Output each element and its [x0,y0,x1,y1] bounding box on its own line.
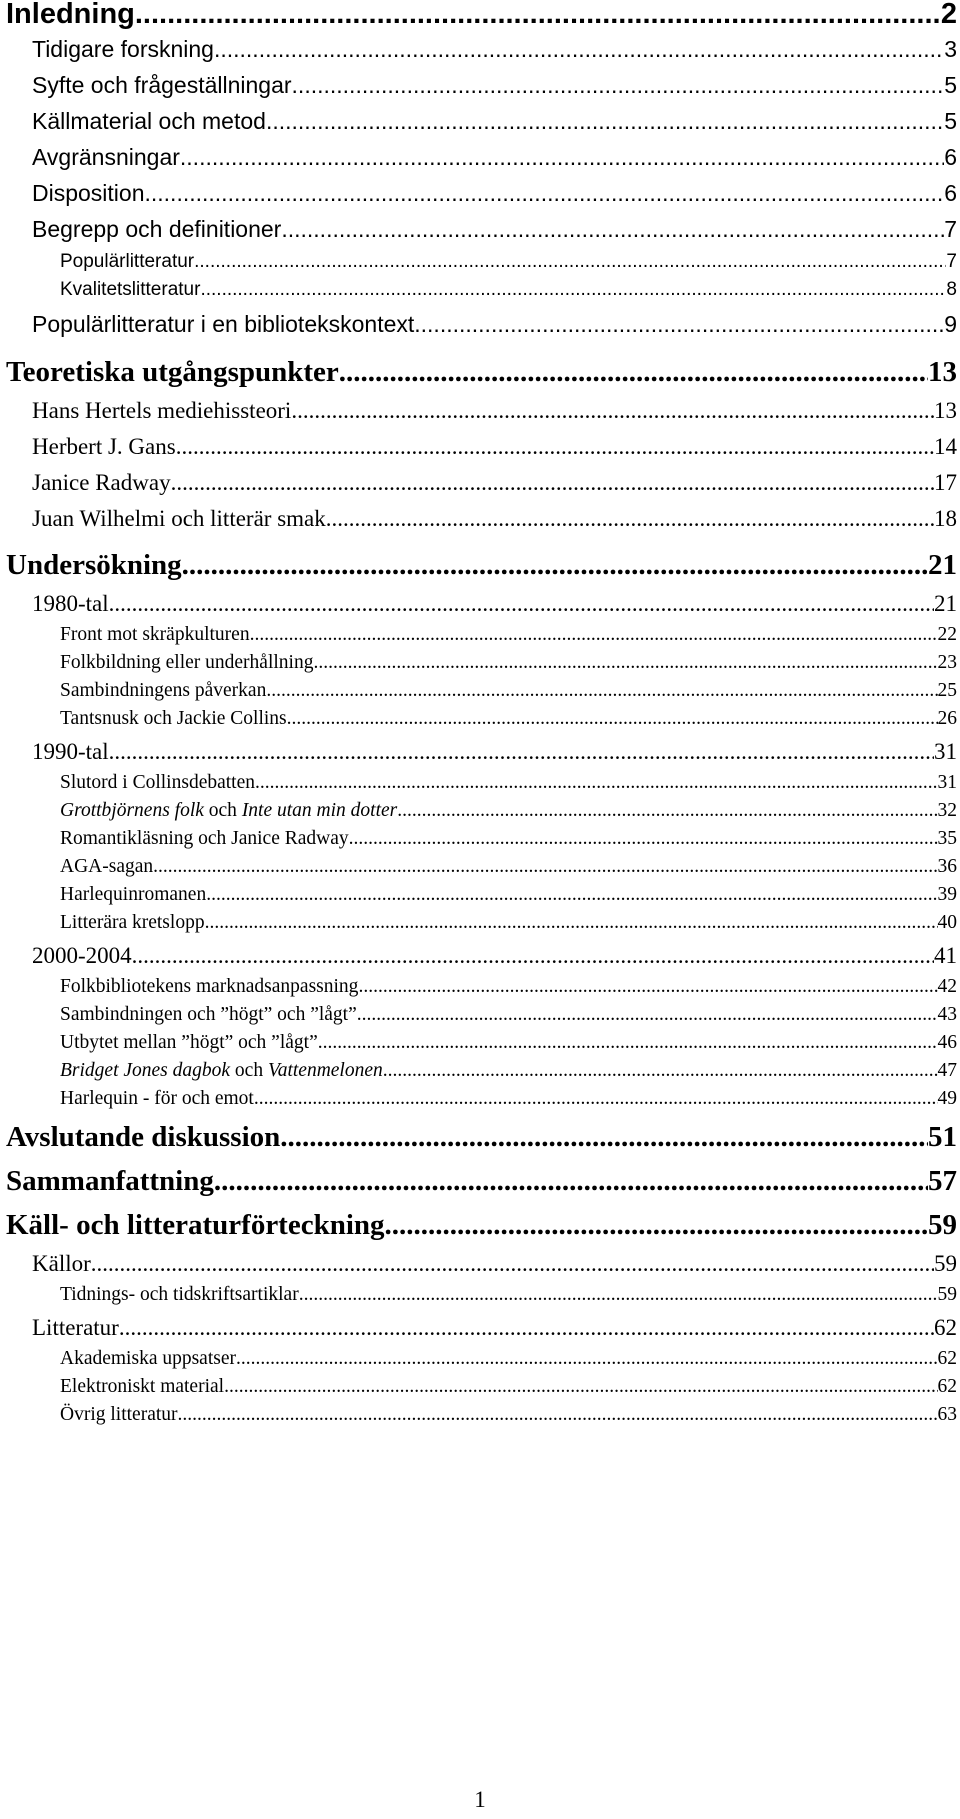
dot-leader [178,1405,938,1425]
dot-leader [119,1316,934,1339]
toc-entry[interactable] [60,885,957,905]
toc-entry-label: Hans Hertels mediehissteori [32,398,292,423]
toc-page-number: 59 [937,1284,957,1305]
toc-entry-label: Litterära kretslopp [60,912,205,933]
toc-entry-label: 2000-2004 [32,943,132,968]
toc-page-number: 62 [937,1376,957,1397]
toc-entry-label: Tidigare forskning [32,36,214,62]
book-title: Bridget Jones dagbok [60,1060,231,1081]
toc-entry-label: Harlequin - för och emot [60,1088,254,1109]
toc-entry-label: Populärlitteratur i en bibliotekskontext [32,311,415,337]
dot-leader [182,551,928,580]
toc-entry[interactable] [60,977,957,997]
dot-leader [287,709,938,729]
toc-entry-label: Sambindningen och ”högt” och ”lågt” [60,1004,357,1025]
toc-entry[interactable] [60,681,957,701]
toc-page-number: 5 [944,72,957,98]
toc-entry-label: Litteratur [32,1315,119,1340]
toc-page-number: 31 [934,739,957,764]
toc-entry-label: Källmaterial och metod [32,108,266,134]
toc-entry[interactable] [6,1211,957,1240]
toc-entry-label: Disposition [32,180,145,206]
toc-entry-label: Slutord i Collinsdebatten [60,772,255,793]
dot-leader [250,625,938,645]
toc-entry[interactable] [32,218,957,241]
dot-leader [176,435,934,458]
dot-leader [224,1377,937,1397]
toc-page-number: 57 [928,1165,957,1197]
toc-page-number: 62 [934,1315,957,1340]
toc-page-number: 35 [937,828,957,849]
toc-page-number: 51 [928,1121,957,1153]
dot-leader [132,944,934,967]
dot-leader [383,1061,938,1081]
toc-entry[interactable] [60,252,957,271]
toc-page-number: 59 [928,1209,957,1241]
toc-entry-label [60,801,397,821]
toc-entry[interactable] [32,110,957,133]
toc-entry-label: AGA-sagan [60,856,154,877]
toc-page-number: 7 [944,216,957,242]
toc-page-number: 42 [937,976,957,997]
toc-page-number: 62 [937,1348,957,1369]
toc-page-number: 49 [937,1088,957,1109]
dot-leader [254,1089,938,1109]
toc-page-number: 41 [934,943,957,968]
dot-leader [109,740,934,763]
toc-entry-label: Sammanfattning [6,1165,214,1197]
toc-entry[interactable] [32,1316,957,1339]
toc-entry[interactable] [60,280,957,299]
toc-entry-label: Tantsnusk och Jackie Collins [60,708,287,729]
toc-page-number: 14 [934,434,957,459]
dot-leader [180,146,944,169]
dot-leader [194,252,946,271]
toc-entry[interactable] [32,313,957,336]
toc-page-number: 8 [946,279,957,300]
toc-entry[interactable] [60,1061,957,1081]
conjunction: och [203,800,242,821]
book-title: Inte utan min dotter [241,800,398,821]
toc-page-number: 6 [944,180,957,206]
toc-entry[interactable] [60,625,957,645]
toc-page-number: 21 [928,549,957,581]
toc-entry-label: Kvalitetslitteratur [60,279,201,300]
toc-entry-label: Tidnings- och tidskriftsartiklar [60,1284,299,1305]
dot-leader [292,74,945,97]
toc-entry-label: Juan Wilhelmi och litterär smak [32,506,326,531]
toc-entry-label: Undersökning [6,549,182,581]
toc-entry-label: Romantikläsning och Janice Radway [60,828,349,849]
dot-leader [281,218,944,241]
dot-leader [145,182,945,205]
toc-page-number: 13 [934,398,957,423]
dot-leader [358,977,937,997]
toc-entry[interactable] [6,551,957,580]
toc-page-number: 5 [944,108,957,134]
toc-page-number: 21 [934,591,957,616]
toc-page-number: 43 [937,1004,957,1025]
toc-entry[interactable] [60,801,957,821]
toc-entry-label: Teoretiska utgångspunkter [6,356,339,388]
toc-page-number: 40 [937,912,957,933]
toc-entry[interactable] [32,944,957,967]
toc-entry[interactable] [32,592,957,615]
toc-entry-label: Folkbildning eller underhållning [60,652,314,673]
book-title: Vattenmelonen [267,1060,383,1081]
dot-leader [171,471,934,494]
toc-entry-label: Folkbibliotekens marknadsanpassning [60,976,359,997]
dot-leader [135,0,941,29]
dot-leader [414,313,944,336]
toc-page-number: 25 [937,680,957,701]
toc-page-number: 26 [937,708,957,729]
toc-entry[interactable] [60,1005,957,1025]
toc-entry-label: Inledning [6,0,135,30]
toc-entry[interactable] [32,471,957,494]
dot-leader [153,857,937,877]
toc-entry-label: Akademiska uppsatser [60,1348,236,1369]
toc-page-number: 59 [934,1251,957,1276]
dot-leader [214,1167,928,1196]
toc-page-number: 2 [940,0,957,30]
toc-page-number: 13 [928,356,957,388]
toc-entry-label: Käll- och litteraturförteckning [6,1209,385,1241]
dot-leader [318,1033,938,1053]
dot-leader [339,358,928,387]
toc-entry-label: Front mot skräpkulturen [60,624,250,645]
toc-entry[interactable] [32,507,957,530]
toc-entry-label: Elektroniskt material [60,1376,225,1397]
toc-entry-label: Populärlitteratur [60,251,195,272]
dot-leader [200,280,946,299]
toc-entry-label: Övrig litteratur [60,1404,178,1425]
toc-entry[interactable] [60,1089,957,1109]
toc-page-number: 32 [937,800,957,821]
dot-leader [291,399,934,422]
dot-leader [109,592,934,615]
toc-entry[interactable] [60,1405,957,1425]
book-title: Grottbjörnens folk [60,800,204,821]
toc-entry[interactable] [32,1252,957,1275]
toc-entry-label [60,1061,383,1081]
toc-page-number: 7 [946,251,957,272]
toc-page-number: 36 [937,856,957,877]
toc-entry[interactable] [32,399,957,422]
dot-leader [236,1349,938,1369]
toc-page-number: 23 [937,652,957,673]
toc-page-number: 22 [937,624,957,645]
dot-leader [266,110,944,133]
dot-leader [313,653,937,673]
toc-page-number: 3 [944,36,957,62]
toc-entry-label: 1980-tal [32,591,109,616]
dot-leader [214,38,944,61]
dot-leader [255,773,938,793]
toc-entry[interactable] [6,1123,957,1152]
toc-page-number: 47 [937,1060,957,1081]
toc-entry-label: Sambindningens påverkan [60,680,267,701]
toc-entry-label: Källor [32,1251,91,1276]
toc-entry[interactable] [60,1033,957,1053]
toc-entry[interactable] [60,913,957,933]
toc-entry[interactable] [32,182,957,205]
conjunction: och [230,1060,268,1081]
toc-page-number: 46 [937,1032,957,1053]
toc-entry-label: Herbert J. Gans [32,434,176,459]
toc-entry[interactable] [32,74,957,97]
dot-leader [280,1123,928,1152]
toc-page-number: 9 [944,311,957,337]
toc-entry-label: Syfte och frågeställningar [32,72,292,98]
toc-page-number: 39 [937,884,957,905]
toc-entry[interactable] [32,740,957,763]
toc-entry[interactable] [6,0,957,29]
toc-entry-label: Avgränsningar [32,144,180,170]
toc-entry-label: Janice Radway [32,470,171,495]
dot-leader [357,1005,938,1025]
toc-entry[interactable] [32,146,957,169]
toc-entry[interactable] [60,1285,957,1305]
toc-entry[interactable] [6,1167,957,1196]
page-number: 1 [474,1787,486,1812]
toc-entry-label: Utbytet mellan ”högt” och ”lågt” [60,1032,318,1053]
dot-leader [349,829,938,849]
toc-entry-label: Begrepp och definitioner [32,216,282,242]
dot-leader [266,681,937,701]
toc-page-number: 6 [944,144,957,170]
toc-entry[interactable] [60,1377,957,1397]
toc-entry-label: 1990-tal [32,739,109,764]
dot-leader [299,1285,938,1305]
toc-entry-label: Avslutande diskussion [6,1121,281,1153]
dot-leader [205,913,938,933]
toc-entry[interactable] [60,653,957,673]
toc-entry[interactable] [32,435,957,458]
dot-leader [385,1211,928,1240]
toc-page-number: 17 [934,470,957,495]
toc-page-number: 18 [934,506,957,531]
toc-entry[interactable] [60,1349,957,1369]
toc-entry[interactable] [32,38,957,61]
toc-entry[interactable] [60,773,957,793]
toc-entry[interactable] [60,829,957,849]
dot-leader [397,801,937,821]
toc-entry[interactable] [60,709,957,729]
toc-entry[interactable] [6,358,957,387]
dot-leader [206,885,937,905]
toc-page-number: 63 [937,1404,957,1425]
toc-entry[interactable] [60,857,957,877]
toc-page-number: 31 [937,772,957,793]
toc-entry-label: Harlequinromanen [60,884,207,905]
dot-leader [326,507,934,530]
dot-leader [91,1252,934,1275]
